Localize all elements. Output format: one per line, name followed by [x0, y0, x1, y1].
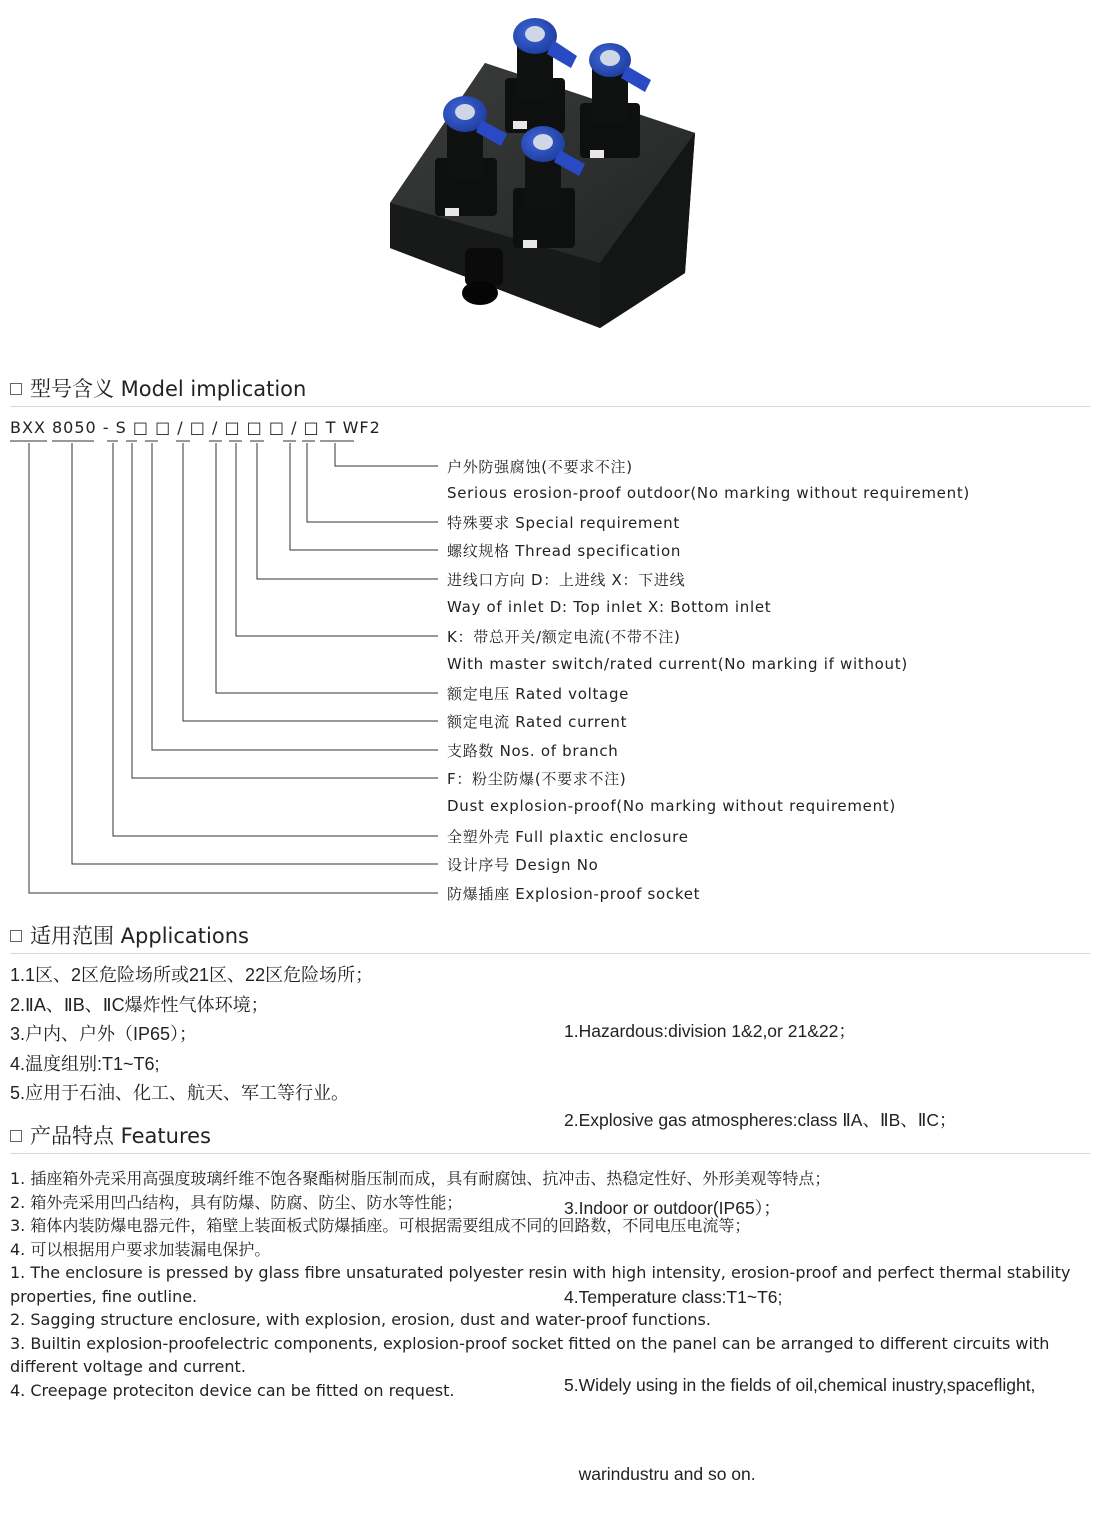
- list-item: 2.Explosive gas atmospheres:class ⅡA、ⅡB、ⅡC；: [564, 1109, 957, 1130]
- divider: [10, 1153, 1090, 1154]
- model-label: With master switch/rated current(No marking if without): [447, 655, 908, 673]
- list-item: 4.Temperature class:T1~T6;: [564, 1286, 783, 1307]
- model-label: K：带总开关/额定电流(不带不注): [447, 628, 681, 646]
- list-item: 3. Builtin explosion-proofelectric components, explosion-proof socket fitted on the panel can be arranged to different circuits with different voltage and current.: [10, 1333, 1050, 1376]
- model-label: Dust explosion-proof(No marking without requirement): [447, 797, 896, 815]
- list-item: 4. Creepage proteciton device can be fitted on request.: [10, 1380, 455, 1400]
- section-title-text: 型号含义 Model implication: [30, 377, 307, 401]
- square-bullet-icon: [10, 930, 22, 942]
- list-item: 3.Indoor or outdoor(IP65）；: [564, 1198, 781, 1218]
- list-item: 5.Widely using in the fields of oil,chemical inustry,spaceflight,: [564, 1375, 1036, 1395]
- list-item: 5.应用于石油、化工、航天、军工等行业。: [10, 1083, 350, 1103]
- divider: [10, 953, 1090, 954]
- model-label: 支路数 Nos. of branch: [447, 742, 619, 760]
- list-item: 4.温度组别:T1~T6;: [10, 1053, 160, 1074]
- list-item: 2. Sagging structure enclosure, with explosion, erosion, dust and water-proof functions.: [10, 1310, 711, 1329]
- model-label: 额定电压 Rated voltage: [447, 685, 630, 703]
- list-item: 1.1区、2区危险场所或21区、22区危险场所；: [10, 965, 374, 985]
- list-item: 1. The enclosure is pressed by glass fibre unsaturated polyester resin with high intensity, erosion-proof and perfect thermal stability properties, fine outline.: [10, 1263, 1071, 1306]
- model-label: 进线口方向 D：上进线 X：下进线: [447, 571, 686, 589]
- model-label: 额定电流 Rated current: [447, 713, 628, 731]
- list-item: 2.ⅡA、ⅡB、ⅡC爆炸性气体环境；: [10, 994, 269, 1015]
- section-title-features: [10, 1120, 211, 1150]
- model-label: Way of inlet D: Top inlet X: Bottom inlet: [447, 598, 772, 616]
- model-label: 设计序号 Design No: [447, 856, 599, 874]
- square-bullet-icon: [10, 1130, 22, 1142]
- list-item: 1. 插座箱外壳采用高强度玻璃纤维不饱各聚酯树脂压制而成，具有耐腐蚀、抗冲击、热稳定性好、外形美观等特点；: [10, 1169, 831, 1188]
- model-label: 户外防强腐蚀(不要求不注): [447, 458, 633, 476]
- model-code: BXX 8050 - S □ □ / □ / □ □ □ / □ T WF2: [10, 418, 381, 437]
- list-item: 3. 箱体内装防爆电器元件，箱壁上装面板式防爆插座。可根据需要组成不同的回路数，不同电压电流等；: [10, 1216, 751, 1235]
- list-item: 1.Hazardous:division 1&2,or 21&22；: [564, 1021, 856, 1041]
- model-label: 防爆插座 Explosion-proof socket: [447, 885, 701, 903]
- section-title-text: 适用范围 Applications: [30, 924, 249, 948]
- model-label: 全塑外壳 Full plaxtic enclosure: [447, 828, 689, 846]
- list-item: 4. 可以根据用户要求加装漏电保护。: [10, 1239, 271, 1259]
- list-item: 3.户内、户外（IP65）；: [10, 1024, 198, 1044]
- model-label: Serious erosion-proof outdoor(No marking without requirement): [447, 484, 970, 502]
- section-title-applications: [10, 920, 249, 950]
- model-label: 螺纹规格 Thread specification: [447, 542, 682, 560]
- applications-cn-list: [10, 961, 373, 1109]
- section-title-text: 产品特点 Features: [30, 1124, 211, 1148]
- list-item: 2. 箱外壳采用凹凸结构，具有防爆、防腐、防尘、防水等性能；: [10, 1192, 463, 1212]
- features-list: [10, 1167, 1090, 1402]
- list-item: warindustru and so on.: [564, 1463, 756, 1484]
- model-label: 特殊要求 Special requirement: [447, 514, 680, 532]
- model-label: F：粉尘防爆(不要求不注): [447, 770, 627, 788]
